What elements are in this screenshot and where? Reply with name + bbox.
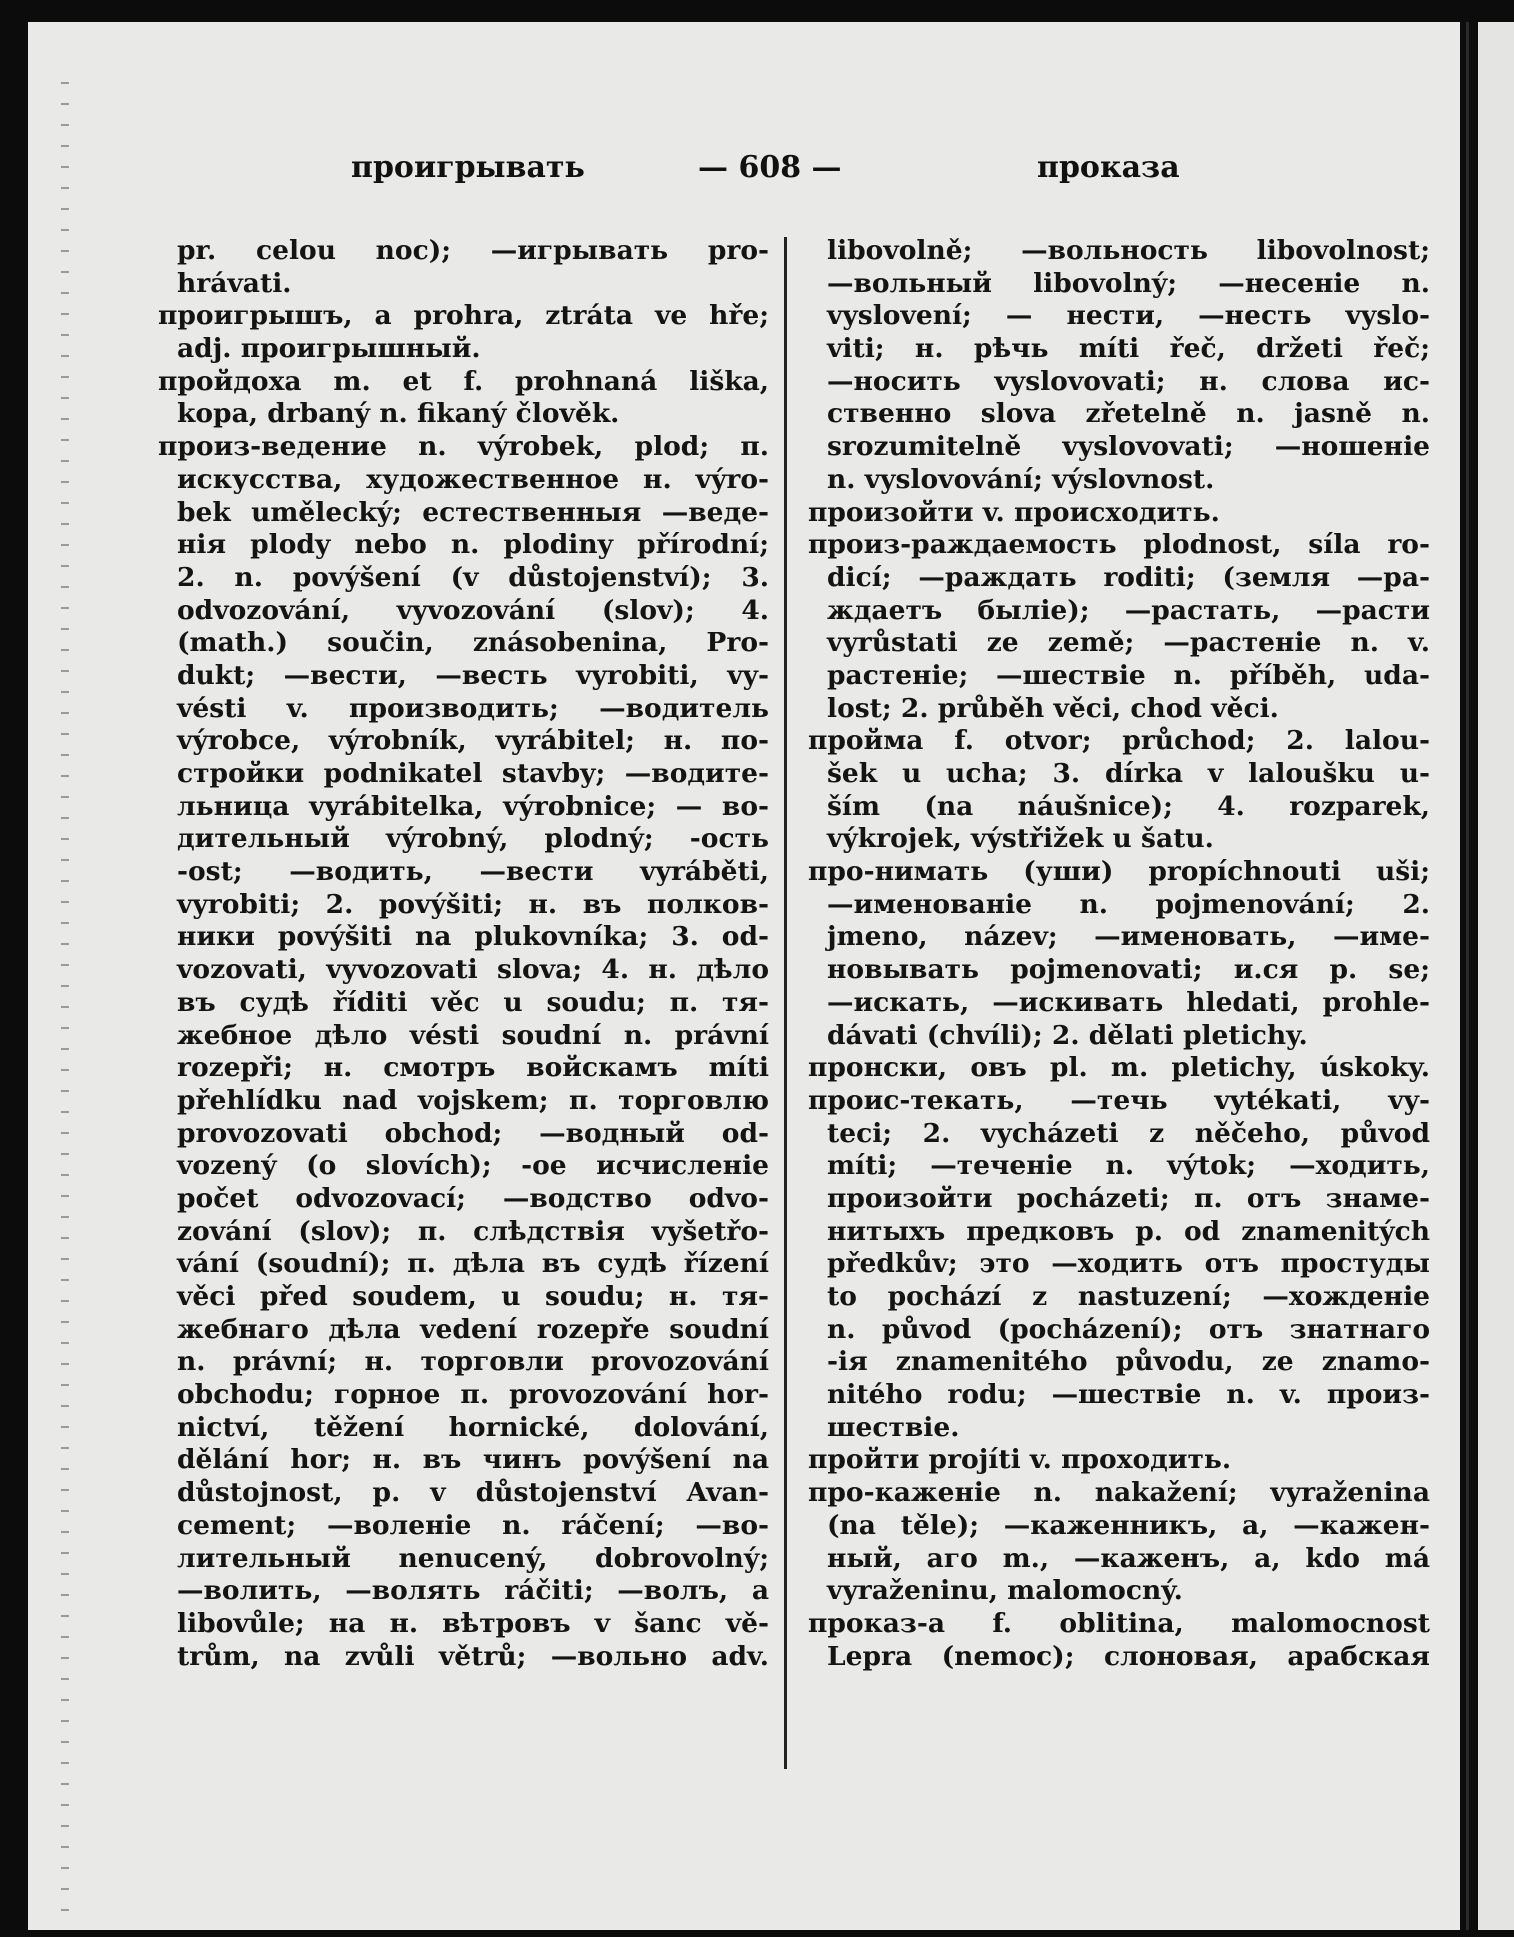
dictionary-line: —именованіе n. pojmenování; 2. <box>827 888 1430 920</box>
dictionary-line: nictví, těžení hornické, dolování, <box>177 1411 769 1443</box>
dictionary-line: -ost; —водить, —вести vyráběti, <box>177 856 769 888</box>
dictionary-line: Lepra (nemoc); слоновая, арабская <box>827 1640 1430 1672</box>
dictionary-line: lost; 2. průběh věci, chod věci. <box>827 692 1279 724</box>
dictionary-line: новывать pojmenovati; и.ся p. se; <box>827 954 1430 986</box>
dictionary-line: dávati (chvíli); 2. dělati pletichy. <box>827 1019 1308 1051</box>
dictionary-line: растеніе; —шествіе n. příběh, uda- <box>827 659 1430 691</box>
dictionary-line: přehlídku nad vojskem; п. торговлю <box>177 1084 769 1116</box>
dictionary-line: жебнаго дѣла vedení rozepře soudní <box>177 1313 769 1345</box>
dictionary-line: —носить vyslovovati; н. слова ис- <box>827 365 1430 397</box>
dictionary-line: dukt; —вести, —весть vyrobiti, vy- <box>177 659 769 691</box>
dictionary-line: ším (na náušnice); 4. rozparek, <box>827 790 1430 822</box>
dictionary-line: стройки podnikatel stavby; —водите- <box>177 758 769 789</box>
dictionary-line: про-каженіе n. nakažení; vyraženina <box>808 1477 1430 1509</box>
dictionary-line: ники povýšiti na plukovníka; 3. od- <box>177 921 769 953</box>
dictionary-line: проис-текать, —течь vytékati, vy- <box>808 1084 1430 1116</box>
next-page-edge-line <box>1466 22 1469 1930</box>
dictionary-line: —искать, —искивать hledati, prohle- <box>827 986 1430 1018</box>
dictionary-line: ственно slova zřetelně n. jasně n. <box>827 398 1430 430</box>
dictionary-line: дительный výrobný, plodný; -ость <box>177 823 769 855</box>
dictionary-line: výrobce, výrobník, vyrábitel; н. по- <box>177 725 769 757</box>
dictionary-line: trům, na zvůli větrů; —вольно adv. <box>177 1640 769 1672</box>
dictionary-line: odvozování, vyvozování (slov); 4. <box>177 594 769 626</box>
dictionary-line: obchodu; горное п. provozování hor- <box>177 1379 769 1411</box>
dictionary-line: льница vyrábitelka, výrobnice; — во- <box>177 790 769 822</box>
dictionary-line: искусства, художественное н. výro- <box>177 463 769 495</box>
dictionary-line: předkův; это —ходить отъ простуды <box>827 1248 1430 1280</box>
header-right-guide-word: проказа <box>1037 150 1180 185</box>
dictionary-line: нія plody nebo n. plodiny přírodní; <box>177 529 769 561</box>
dictionary-line: въ судѣ říditi věc u soudu; п. тя- <box>177 986 769 1018</box>
dictionary-line: nitého rodu; —шествіе n. v. произ- <box>827 1379 1430 1411</box>
page-header <box>28 150 1460 194</box>
left-column <box>158 235 769 1673</box>
dictionary-line: pr. celou noc); —игрывать pro- <box>177 235 769 266</box>
dictionary-line: -ія znamenitého původu, ze znamo- <box>827 1346 1430 1378</box>
dictionary-page <box>28 22 1460 1930</box>
dictionary-line: n. původ (pocházení); отъ знатнаго <box>827 1313 1430 1345</box>
dictionary-line: zování (slov); п. слѣдствія vyšetřo- <box>177 1215 769 1247</box>
dictionary-line: vání (soudní); п. дѣла въ судѣ řízení <box>177 1248 769 1280</box>
dictionary-line: hrávati. <box>177 267 292 299</box>
dictionary-line: (math.) součin, znásobenina, Pro- <box>177 627 769 659</box>
dictionary-line: произойти pocházeti; п. отъ знаме- <box>827 1182 1430 1214</box>
dictionary-line: vozovati, vyvozovati slova; 4. н. дѣло <box>177 954 769 986</box>
dictionary-line: лительный nenucený, dobrovolný; <box>177 1542 769 1574</box>
dictionary-line: bek umělecký; естественныя —веде- <box>177 496 769 528</box>
dictionary-line: libovůle; на н. вѣтровъ v šanc vě- <box>177 1607 769 1639</box>
dictionary-line: —вольный libovolný; —несеніе n. <box>827 267 1430 299</box>
dictionary-line: srozumitelně vyslovovati; —ношеніе <box>827 431 1430 463</box>
dictionary-line: libovolně; —вольность libovolnost; <box>827 235 1430 266</box>
dictionary-line: пройти projíti v. проходить. <box>808 1444 1232 1476</box>
dictionary-line: cement; —воленіе n. ráčení; —во- <box>177 1509 769 1541</box>
dictionary-line: проигрышъ, a prohra, ztráta ve hře; <box>158 300 769 332</box>
dictionary-line: dicí; —раждать roditi; (земля —ра- <box>827 561 1430 593</box>
next-page-edge <box>1478 22 1514 1930</box>
dictionary-line: n. vyslovování; výslovnost. <box>827 463 1215 495</box>
dictionary-line: 2. n. povýšení (v důstojenství); 3. <box>177 561 769 593</box>
dictionary-line: vyraženinu, malomocný. <box>827 1575 1183 1607</box>
dictionary-line: произойти v. происходить. <box>808 496 1220 528</box>
dictionary-line: výkrojek, výstřižek u šatu. <box>827 823 1214 855</box>
dictionary-line: teci; 2. vycházeti z něčeho, původ <box>827 1117 1430 1149</box>
dictionary-line: vyrobiti; 2. povýšiti; н. въ полков- <box>177 888 769 920</box>
dictionary-line: počet odvozovací; —водство odvo- <box>177 1182 769 1214</box>
dictionary-line: про-нимать (уши) propíchnouti uši; <box>808 856 1430 888</box>
dictionary-line: n. právní; н. торговли provozování <box>177 1346 769 1378</box>
dictionary-line: ждаетъ былie); —растать, —расти <box>827 594 1430 626</box>
dictionary-line: vyslovení; — нести, —несть vyslo- <box>827 300 1430 332</box>
dictionary-line: věci před soudem, u soudu; н. тя- <box>177 1281 769 1312</box>
dictionary-line: míti; —теченіе n. výtok; —ходить, <box>827 1150 1430 1182</box>
dictionary-line: viti; н. рѣчь míti řeč, držeti řeč; <box>827 333 1430 365</box>
dictionary-line: пройма f. otvor; průchod; 2. lalou- <box>808 725 1430 757</box>
dictionary-line: jmeno, název; —именовать, —име- <box>827 921 1430 953</box>
column-divider <box>784 237 787 1769</box>
dictionary-line: —волить, —волять ráčiti; —волъ, a <box>177 1575 769 1607</box>
dictionary-line: пройдоха m. et f. prohnaná liška, <box>158 365 769 397</box>
dictionary-line: жебное дѣло vésti soudní n. právní <box>177 1019 769 1051</box>
dictionary-line: provozovati obchod; —водный od- <box>177 1117 769 1149</box>
dictionary-line: adj. проигрышный. <box>177 333 481 365</box>
dictionary-line: проказ-а f. oblitina, malomocnost <box>808 1607 1430 1639</box>
dictionary-line: to pochází z nastuzení; —хожденіе <box>827 1281 1430 1312</box>
dictionary-line: шествіе. <box>827 1411 960 1443</box>
dictionary-line: произ-раждаемость plodnost, síla ro- <box>808 529 1430 561</box>
dictionary-line: vyrůstati ze země; —растеніе n. v. <box>827 627 1430 659</box>
dictionary-line: rozepři; н. смотръ войскамъ míti <box>177 1052 769 1084</box>
dictionary-line: kopa, drbaný n. fikaný člověk. <box>177 398 620 430</box>
dictionary-line: (na těle); —каженникъ, a, —кажен- <box>827 1509 1430 1541</box>
dictionary-line: ный, аго m., —каженъ, a, kdo má <box>827 1542 1430 1574</box>
dictionary-line: нитыхъ предковъ p. od znamenitých <box>827 1215 1430 1247</box>
header-left-guide-word: проигрывать <box>351 150 585 185</box>
dictionary-line: пронски, овъ pl. m. pletichy, úskoky. <box>808 1052 1430 1084</box>
dictionary-line: vozený (o slovích); -ое исчисленіе <box>177 1150 769 1182</box>
right-column <box>808 235 1430 1673</box>
dictionary-line: šek u ucha; 3. dírka v laloušku u- <box>827 758 1430 789</box>
dictionary-line: důstojnost, p. v důstojenství Avan- <box>177 1477 769 1509</box>
dictionary-line: vésti v. производить; —водитель <box>177 692 769 724</box>
scan-margin-specks <box>61 82 69 1922</box>
page-number: — 608 — <box>698 150 842 185</box>
dictionary-line: dělání hor; н. въ чинъ povýšení na <box>177 1444 769 1476</box>
dictionary-line: произ-ведение n. výrobek, plod; п. <box>158 431 769 463</box>
